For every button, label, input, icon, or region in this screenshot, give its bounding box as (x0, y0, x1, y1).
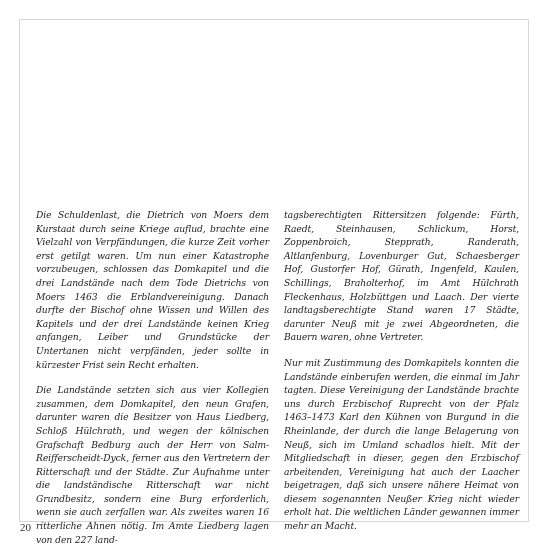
paragraph: Die Schuldenlast, die Dietrich von Moers dem Kurstaat durch seine Kriege auflud, brachte eine Vielzahl von Verpfändungen, die kurze Zeit vorher erst getilgt waren. Um nun einer Katastrophe vorzubeugen, schlossen das Domkapitel und die drei Landstände nach dem Tode Dietrichs von Moers 1463 die Erblandvereinigung. Danach durfte der Bischof ohne Wissen und Willen des Kapitels und der drei Landstände keinen Krieg anfangen, Leiber und Grundstücke der Untertanen nicht verpfänden, jeder sollte in kürzester Frist sein Recht erhalten. (36, 210, 269, 371)
paragraph: Nur mit Zustimmung des Domkapitels konnten die Landstände einberufen werden, die einmal im Jahr tagten. Diese Vereinigung der Landstände brachte uns durch Erzbischof Ruprecht von der Pfalz 1463–1473 Karl den Kühnen von Burgund in die Rheinlande, der durch die lange Belagerung von Neuß, sich im Umland schadlos hielt. Mit der Mitgliedschaft in dieser, gegen den Erzbischof arbeitenden, Vereinigung hat auch der Laacher beigetragen, daß sich unsere nähere Heimat von diesem sogenannten Neußer Krieg nicht wieder erholt hat. Die weltlichen Länder gewannen immer mehr an Macht. (284, 357, 519, 533)
left-text-column (36, 209, 269, 559)
paragraph: tagsberechtigten Rittersitzen folgende: Fürth, Raedt, Steinhausen, Schlickum, Horst, Zoppenbroich, Stepprath, Randerath, Altlanfenburg, Lovenburger Gut, Schaesberger Hof, Gustorfer Hof, Gürath, Ingenfeld, Kaulen, Schillings, Braholterhof, im Amt Hülchrath Fleckenhaus, Holzbüttgen und Laach. Der vierte landtagsberechtigte Stand waren 17 Städte, darunter Neuß mit je zwei Abgeordneten, die Bauern waren, ohne Vertreter. (284, 210, 519, 344)
right-text-column (284, 209, 519, 546)
paragraph: Die Landstände setzten sich aus vier Kollegien zusammen, dem Domkapitel, den neun Grafen, darunter waren die Besitzer von Haus Liedberg, Schloß Hülchrath, und wegen der kölnischen Grafschaft Bedburg auch der Herr von Salm-Reifferscheidt-Dyck, ferner aus den Vertretern der Ritterschaft und der Städte. Zur Aufnahme unter die landständische Ritterschaft war nicht Grundbesitz, sondern eine Burg erforderlich, wenn sie auch zerfallen war. Als zweites waren 16 ritterliche Ahnen nötig. Im Amte Liedberg lagen von den 227 land- (36, 385, 269, 546)
page-number: 20 (20, 522, 31, 534)
